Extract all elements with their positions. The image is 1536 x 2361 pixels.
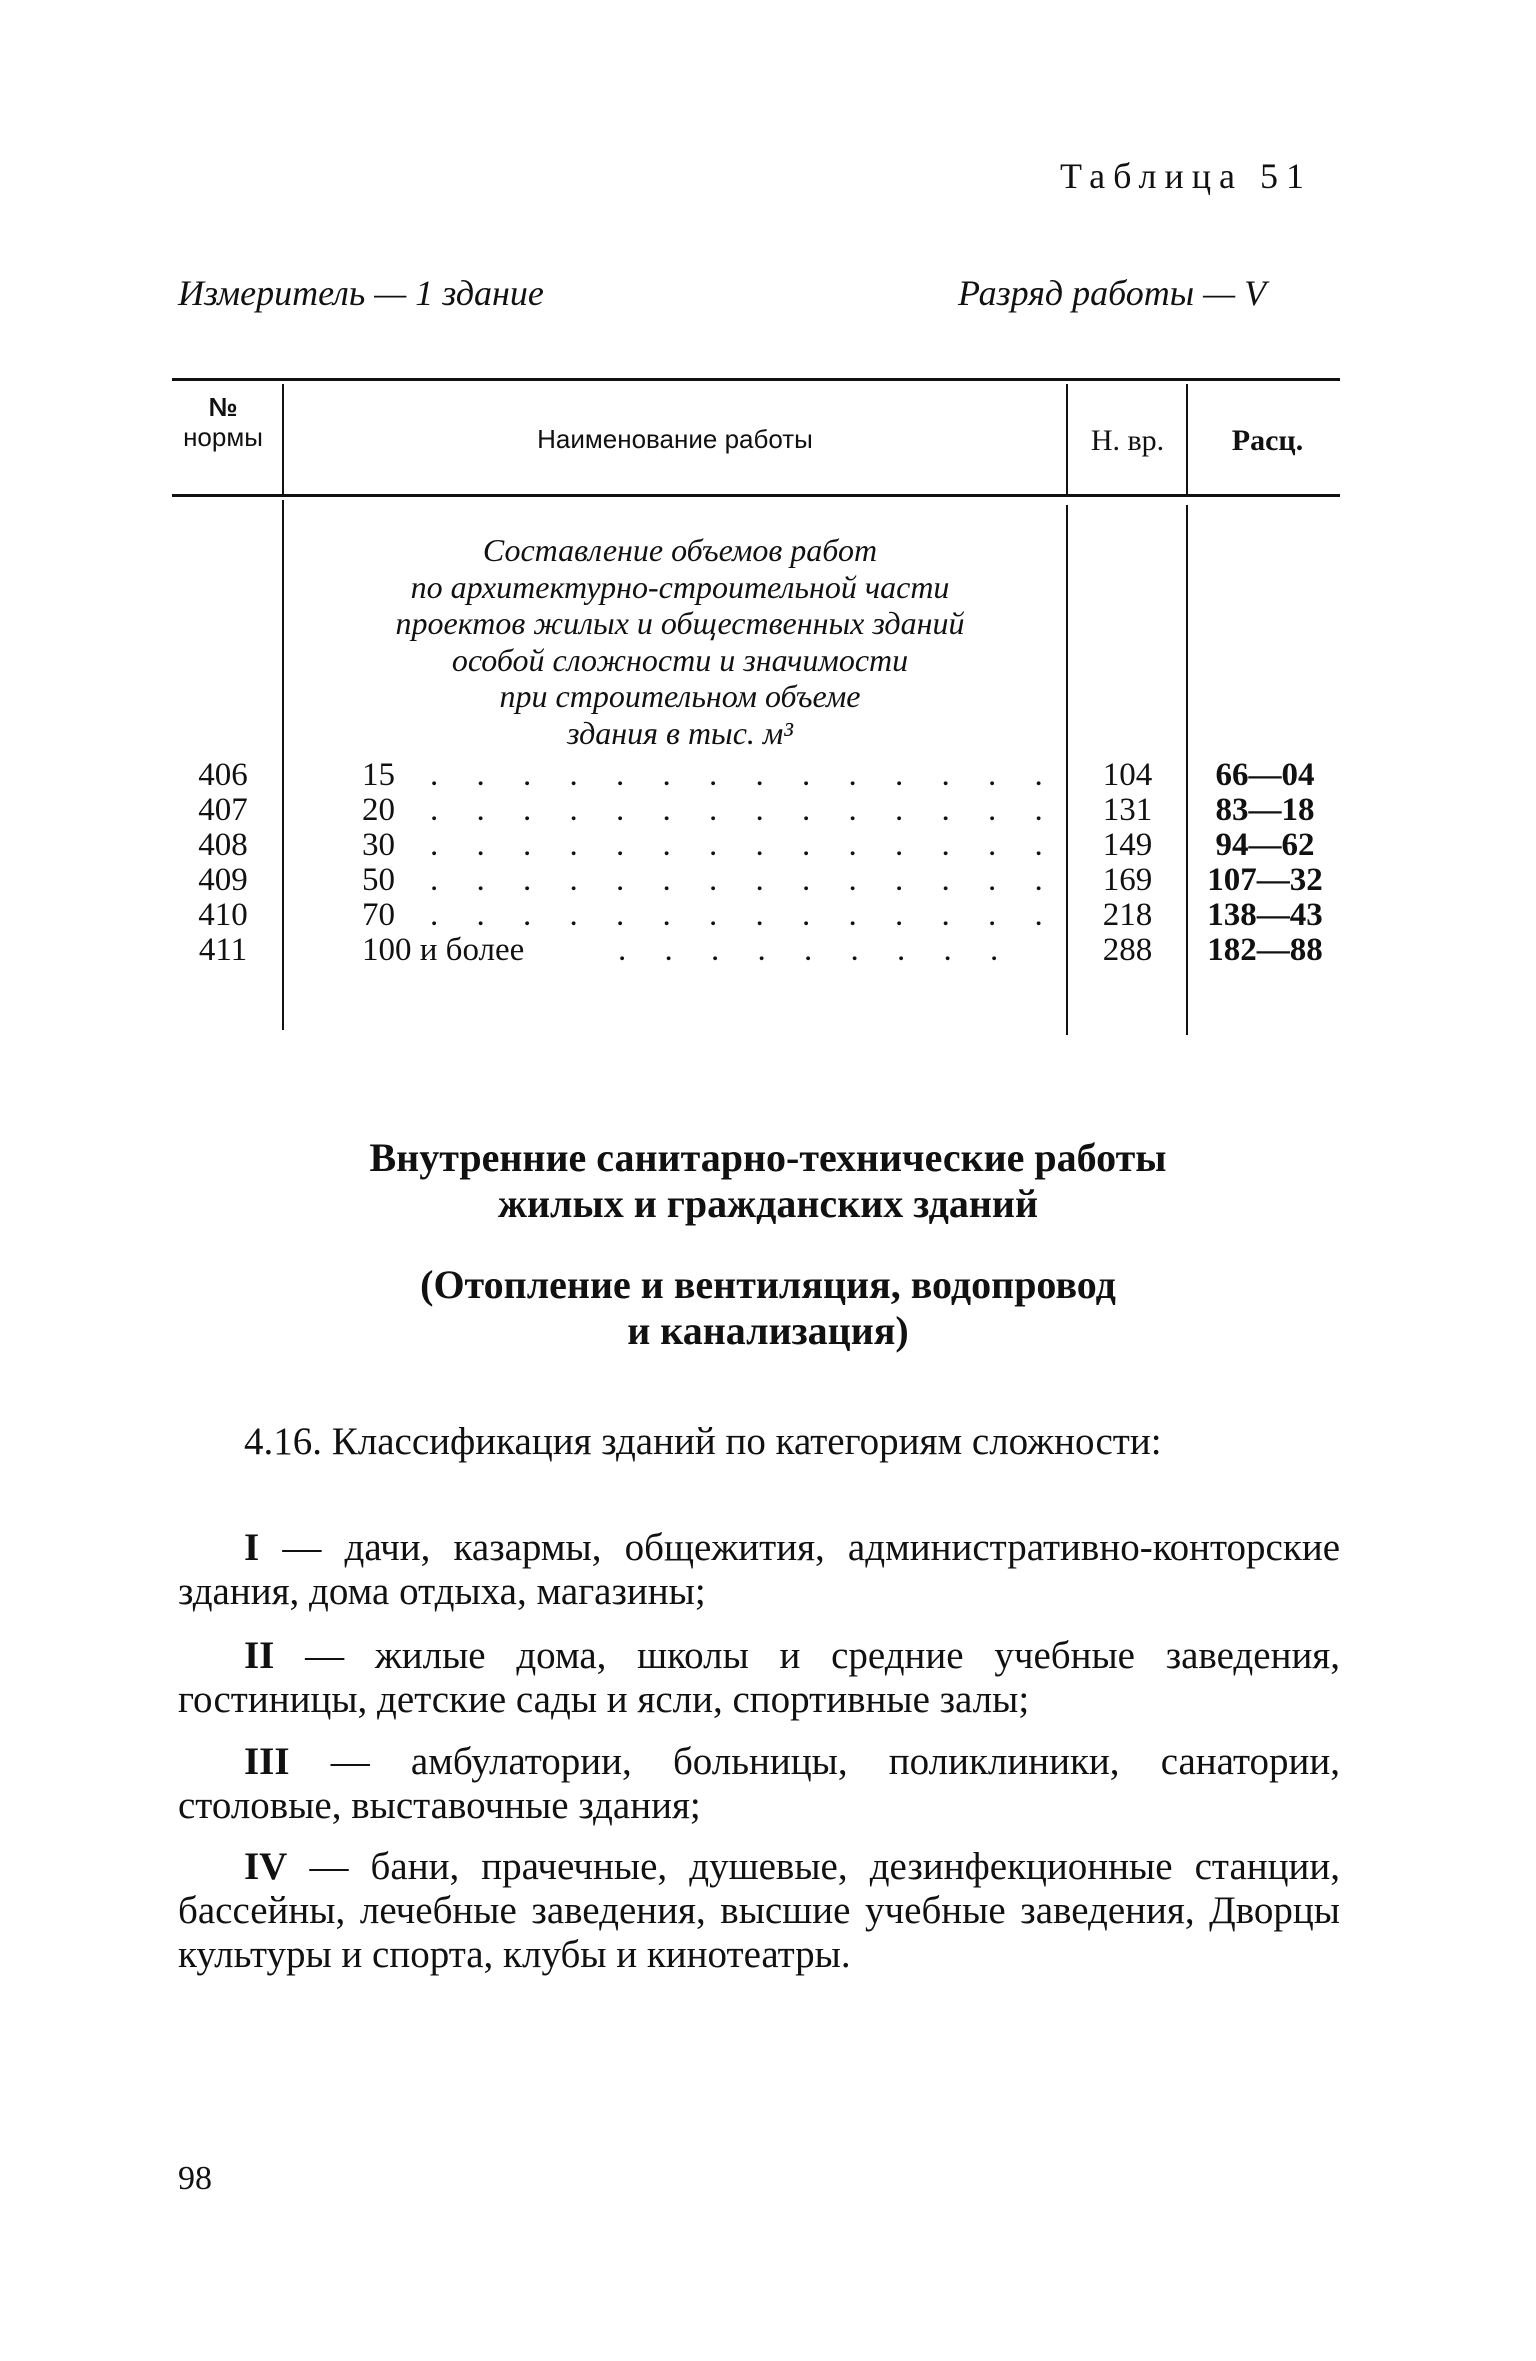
table-row xyxy=(0,933,1536,968)
caption-line: здания в тыс. м³ xyxy=(567,714,793,751)
table-top-rule xyxy=(172,378,1340,381)
building-volume: 30 xyxy=(362,827,395,863)
time-norm: 218 xyxy=(1102,897,1153,933)
category-text: — амбулатории, больницы, поликлиники, санатории, столовые, выставочные здания; xyxy=(178,1740,1341,1827)
table-row xyxy=(0,863,1536,898)
category-text: — бани, прачечные, душевые, дезинфекционные станции, бассейны, лечебные заведения, высшие учебные заведения, Дворцы культуры и спорта, клубы и кинотеатры. xyxy=(178,1845,1340,1976)
caption-line: особой сложности и значимости xyxy=(451,641,909,678)
category-item xyxy=(178,1845,1340,1977)
table-row xyxy=(0,793,1536,828)
header-bottom-rule xyxy=(172,494,1340,497)
category-item xyxy=(178,1634,1340,1722)
building-volume: 100 и более xyxy=(362,932,525,968)
page-number: 98 xyxy=(178,2160,212,2197)
caption-line: проектов жилых и общественных зданий xyxy=(395,605,965,641)
building-volume: 50 xyxy=(362,862,395,898)
norm-number: 406 xyxy=(198,757,248,793)
caption-line: по архитектурно-строительной части xyxy=(410,568,950,605)
table-row xyxy=(0,828,1536,863)
table-label: Таблица 51 xyxy=(1060,156,1312,196)
category-item xyxy=(178,1526,1340,1614)
rate-value: 83—18 xyxy=(1215,792,1315,828)
section-title xyxy=(0,1135,1536,1227)
building-volume: 20 xyxy=(362,792,395,828)
time-norm: 288 xyxy=(1102,932,1153,968)
norm-rows xyxy=(0,758,1536,968)
rate-value: 182—88 xyxy=(1207,932,1323,968)
category-text: — дачи, казармы, общежития, административно-конторские здания, дома отдыха, магазины; xyxy=(178,1526,1341,1613)
time-norm: 104 xyxy=(1102,757,1153,793)
header-norm-number xyxy=(168,392,278,452)
caption-line: Составление объемов работ xyxy=(482,532,878,568)
leader-dots: . . . . . . . . . . . . . . xyxy=(430,897,1058,933)
norm-number: 410 xyxy=(198,897,248,933)
norm-number: 408 xyxy=(198,827,248,863)
time-norm: 131 xyxy=(1102,792,1153,828)
header-work-name: Наименование работы xyxy=(537,424,813,454)
caption-line: при строительном объеме xyxy=(499,678,861,714)
norm-number: 407 xyxy=(198,792,248,828)
leader-dots: . . . . . . . . . . . . . . xyxy=(430,757,1058,793)
category-numeral: II xyxy=(244,1634,275,1677)
rate-value: 94—62 xyxy=(1215,827,1315,863)
norm-number: 411 xyxy=(198,932,248,968)
intro-text: 4.16. Классификация зданий по категориям сложности: xyxy=(244,1420,1162,1463)
section-subtitle-line: и канализация) xyxy=(627,1308,909,1353)
col-divider-3 xyxy=(1186,384,1188,494)
time-norm: 169 xyxy=(1102,862,1153,898)
category-text: — жилые дома, школы и средние учебные заведения, гостиницы, детские сады и ясли, спортивные залы; xyxy=(178,1634,1340,1721)
norm-number: 409 xyxy=(198,862,248,898)
section-subtitle-line: (Отопление и вентиляция, водопровод xyxy=(420,1262,1116,1307)
rate-value: 66—04 xyxy=(1215,757,1315,793)
leader-dots: . . . . . . . . . xyxy=(618,932,1014,968)
category-numeral: III xyxy=(244,1740,290,1783)
col-divider-2 xyxy=(1066,384,1068,494)
category-numeral: I xyxy=(244,1526,260,1569)
section-title-line: жилых и гражданских зданий xyxy=(497,1181,1039,1226)
header-rate: Расц. xyxy=(1231,424,1304,457)
table-row xyxy=(0,758,1536,793)
header-time-norm: Н. вр. xyxy=(1090,424,1165,457)
leader-dots: . . . . . . . . . . . . . . xyxy=(430,827,1058,863)
col-divider-1 xyxy=(282,384,284,494)
header-norm-symbol: № xyxy=(208,392,238,422)
header-norm-label: нормы xyxy=(183,422,263,452)
section-subtitle xyxy=(0,1262,1536,1354)
work-description xyxy=(300,532,1060,751)
leader-dots: . . . . . . . . . . . . . . xyxy=(430,792,1058,828)
time-norm: 149 xyxy=(1102,827,1153,863)
table-row xyxy=(0,898,1536,933)
leader-dots: . . . . . . . . . . . . . . xyxy=(430,862,1058,898)
rate-value: 107—32 xyxy=(1207,862,1323,898)
building-volume: 15 xyxy=(362,757,395,793)
category-numeral: IV xyxy=(244,1845,288,1888)
measure-unit: Измеритель — 1 здание xyxy=(178,273,544,313)
category-item xyxy=(178,1740,1340,1828)
section-title-line: Внутренние санитарно-технические работы xyxy=(369,1135,1167,1180)
work-grade: Разряд работы — V xyxy=(958,273,1267,313)
rate-value: 138—43 xyxy=(1207,897,1323,933)
classification-intro xyxy=(178,1420,1340,1464)
building-volume: 70 xyxy=(362,897,395,933)
